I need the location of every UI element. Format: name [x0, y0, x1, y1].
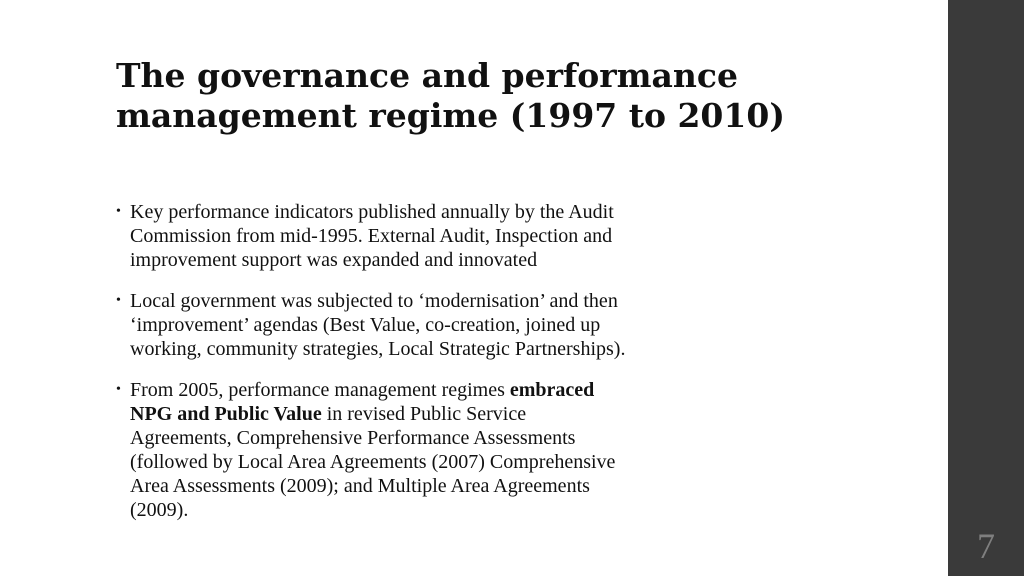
bullet-1-line-1: Key performance indicators published annually by the Audit — [130, 201, 614, 223]
bullet-3-line-3: Agreements, Comprehensive Performance Assessments — [130, 427, 576, 449]
bullet-dot-icon: • — [116, 382, 121, 397]
bullet-3-line-6: (2009). — [130, 499, 189, 521]
bullet-3-line-5: Area Assessments (2009); and Multiple Area Agreements — [130, 475, 590, 497]
bullet-1-line-3: improvement support was expanded and innovated — [130, 249, 538, 271]
bullet-2-line-1: Local government was subjected to ‘modernisation’ and then — [130, 290, 618, 312]
bullet-item-2 — [116, 289, 806, 361]
bullet-1-line-2: Commission from mid-1995. External Audit, Inspection and — [130, 225, 613, 247]
page-number: 7 — [977, 526, 995, 566]
slide-title-line-1: The governance and performance — [116, 56, 738, 95]
bullet-2-line-3: working, community strategies, Local Strategic Partnerships). — [130, 338, 626, 360]
bullet-item-1 — [116, 200, 806, 272]
slide-title — [116, 56, 916, 136]
bullet-dot-icon: • — [116, 293, 121, 308]
bullet-3-line-4: (followed by Local Area Agreements (2007) Comprehensive — [130, 451, 616, 473]
slide-title-line-2: management regime (1997 to 2010) — [116, 96, 785, 135]
bullet-3-line-2 — [130, 402, 806, 426]
bullet-2-line-2: ‘improvement’ agendas (Best Value, co-creation, joined up — [130, 314, 601, 336]
bullet-3-bold-npg: NPG and Public Value — [130, 403, 322, 425]
bullet-dot-icon: • — [116, 204, 121, 219]
bullet-list — [116, 200, 806, 539]
sidebar-bar — [948, 0, 1024, 576]
bullet-3-line-1 — [130, 378, 806, 402]
bullet-item-3 — [116, 378, 806, 522]
bullet-3-line-2-text: in revised Public Service — [321, 403, 527, 425]
bullet-3-line-1-text: From 2005, performance management regimes — [130, 379, 510, 401]
bullet-3-bold-embraced: embraced — [509, 379, 595, 401]
